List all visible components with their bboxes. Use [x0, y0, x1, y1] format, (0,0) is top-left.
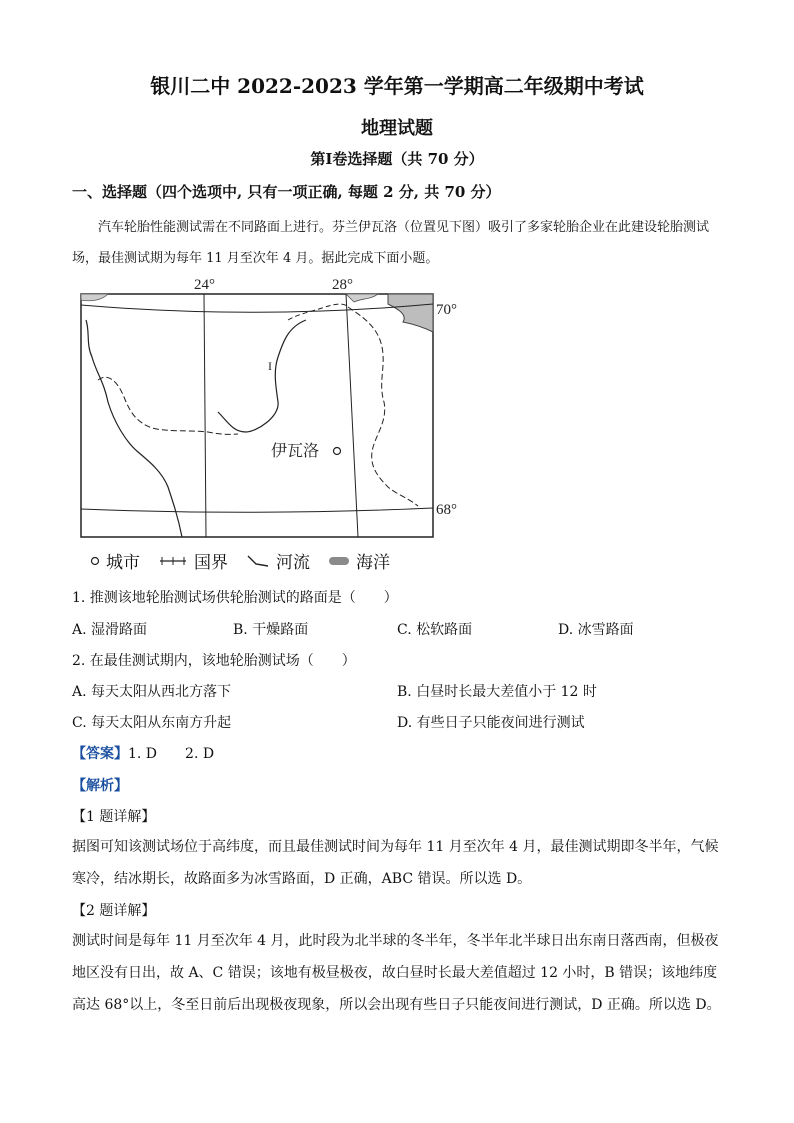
- legend-river-label: 河流: [276, 553, 310, 573]
- lon-label-24: 24°: [194, 277, 215, 293]
- river-mark: I: [268, 359, 272, 373]
- subject-title: 地理试题: [361, 118, 433, 139]
- q2-detail-heading: 【2 题详解】: [72, 903, 156, 919]
- lat-label-68: 68°: [436, 502, 457, 518]
- question-intro: 汽车轮胎性能测试需在不同路面上进行。芬兰伊瓦洛（位置见下图）吸引了多家轮胎企业在此建设轮胎测试场，最佳测试期为每年 11 月至次年 4 月。据此完成下面小题。: [72, 220, 710, 266]
- q1-option-c: C. 松软路面: [397, 622, 473, 638]
- border-icon: [158, 556, 188, 566]
- ocean-icon: [328, 555, 350, 567]
- answer-line: [72, 743, 214, 763]
- answer-tag: 【答案】: [72, 746, 128, 762]
- section-heading: 一、选择题（四个选项中, 只有一项正确, 每题 2 分, 共 70 分）: [72, 183, 501, 201]
- legend-city-label: 城市: [106, 553, 140, 573]
- q1-option-d: D. 冰雪路面: [558, 622, 634, 638]
- q1-option-b: B. 干燥路面: [233, 622, 309, 638]
- city-marker: [334, 448, 341, 455]
- lat-label-70: 70°: [436, 302, 457, 318]
- analysis-tag: 【解析】: [72, 778, 128, 794]
- border-east: [348, 307, 418, 506]
- map-figure: [78, 272, 478, 582]
- answer-text: 1. D 2. D: [128, 746, 215, 762]
- city-icon: [90, 556, 100, 566]
- city-label: 伊瓦洛: [271, 441, 320, 460]
- river-icon: [246, 554, 270, 568]
- q2-option-b: B. 白昼时长最大差值小于 12 时: [397, 684, 597, 700]
- legend-river: [246, 548, 310, 573]
- q2-detail-text: 测试时间是每年 11 月至次年 4 月，此时段为北半球的冬半年，冬半年北半球日出东南日落西南，但极夜地区没有日出，故 A、C 错误；该地有极昼极夜，故白昼时长最大差值超过 12 小时，B 错误；该地纬度高达 68°以上，冬至日前后出现极夜现象，所以会出现有些日子只能夜间进行测试，D 正确。所以选 D。: [72, 933, 721, 1013]
- q1-detail-heading: 【1 题详解】: [72, 809, 156, 825]
- legend-city: [90, 548, 140, 573]
- lon-label-28: 28°: [332, 277, 353, 293]
- legend-border-label: 国界: [194, 553, 228, 573]
- border-west: [98, 377, 238, 434]
- map-legend: [90, 548, 398, 573]
- exam-title: 银川二中 2022-2023 学年第一学期高二年级期中考试: [150, 74, 644, 98]
- river-line: [218, 320, 306, 432]
- q1-option-a: A. 湿滑路面: [72, 622, 148, 638]
- q1-detail-text: 据图可知该测试场位于高纬度，而且最佳测试时间为每年 11 月至次年 4 月，最佳测试期即冬半年，气候寒冷，结冰期长，故路面多为冰雪路面，D 正确，ABC 错误。所以选 D。: [72, 839, 719, 887]
- q2-option-c: C. 每天太阳从东南方升起: [72, 715, 232, 731]
- question-1-stem: 1. 推测该地轮胎测试场供轮胎测试的路面是（ ）: [72, 590, 398, 606]
- legend-border: [158, 548, 228, 573]
- ivalo-map: [78, 272, 478, 582]
- legend-ocean: [328, 548, 390, 573]
- analysis-heading: [72, 775, 128, 795]
- q2-option-a: A. 每天太阳从西北方落下: [72, 684, 232, 700]
- legend-ocean-label: 海洋: [356, 553, 390, 573]
- ocean-area: [388, 294, 433, 332]
- question-2-stem: 2. 在最佳测试期内，该地轮胎测试场（ ）: [72, 653, 356, 669]
- q2-option-d: D. 有些日子只能夜间进行测试: [397, 715, 585, 731]
- volume-title: 第Ⅰ卷选择题（共 70 分）: [310, 150, 484, 168]
